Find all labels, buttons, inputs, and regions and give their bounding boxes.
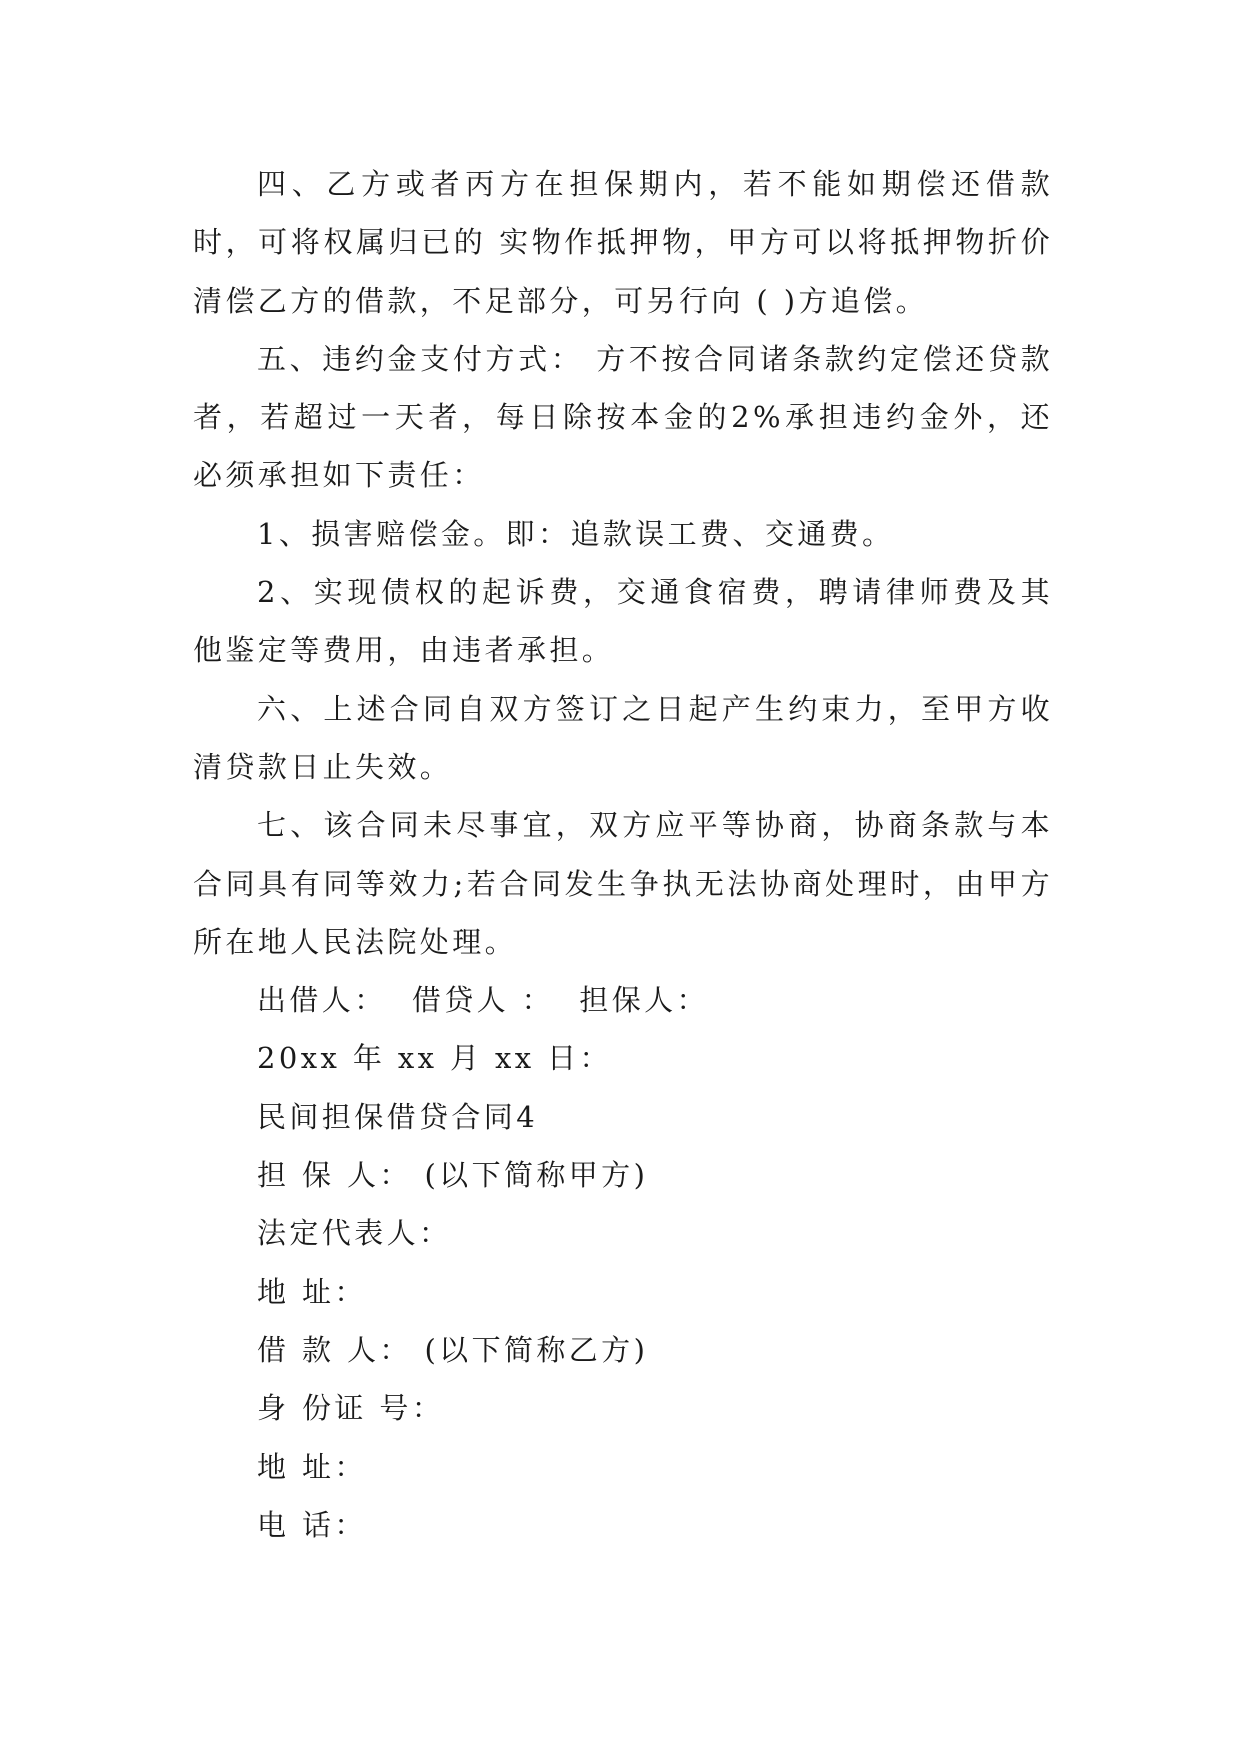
address-line-2: 地 址： — [257, 1449, 367, 1484]
clause-five-item-1: 1、损害赔偿金。即：追款误工费、交通费。 — [257, 516, 895, 551]
clause-six: 六、上述合同自双方签订之日起产生约束力，至甲方收清贷款日止失效。 — [193, 691, 1053, 784]
address-line-1: 地 址： — [257, 1274, 367, 1309]
clause-five: 五、违约金支付方式： 方不按合同诸条款约定偿还贷款者，若超过一天者，每日除按本金的2%承担违约金外，还必须承担如下责任： — [193, 341, 1053, 493]
date-line: 20xx 年 xx 月 xx 日： — [257, 1041, 612, 1076]
clause-seven: 七、该合同未尽事宜，双方应平等协商，协商条款与本合同具有同等效力;若合同发生争执无法协商处理时，由甲方所在地人民法院处理。 — [193, 808, 1053, 959]
id-number-line: 身 份证 号： — [257, 1391, 445, 1426]
signature-line: 出借人： 借贷人 ： 担保人： — [257, 983, 709, 1018]
document-body — [193, 155, 1053, 1554]
clause-five-item-2: 2、实现债权的起诉费，交通食宿费，聘请律师费及其他鉴定等费用，由违者承担。 — [193, 575, 1053, 668]
phone-line: 电 话： — [257, 1507, 367, 1542]
legal-rep-line: 法定代表人： — [257, 1216, 452, 1251]
borrower-line: 借 款 人： (以下简称乙方) — [257, 1332, 649, 1367]
clause-four: 四、乙方或者丙方在担保期内，若不能如期偿还借款时，可将权属归已的 实物作抵押物，甲方可以将抵押物折价清偿乙方的借款，不足部分，可另行向 ( )方追偿。 — [193, 167, 1053, 318]
guarantor-line: 担 保 人： (以下简称甲方) — [257, 1158, 649, 1193]
contract-title: 民间担保借贷合同4 — [257, 1099, 539, 1134]
